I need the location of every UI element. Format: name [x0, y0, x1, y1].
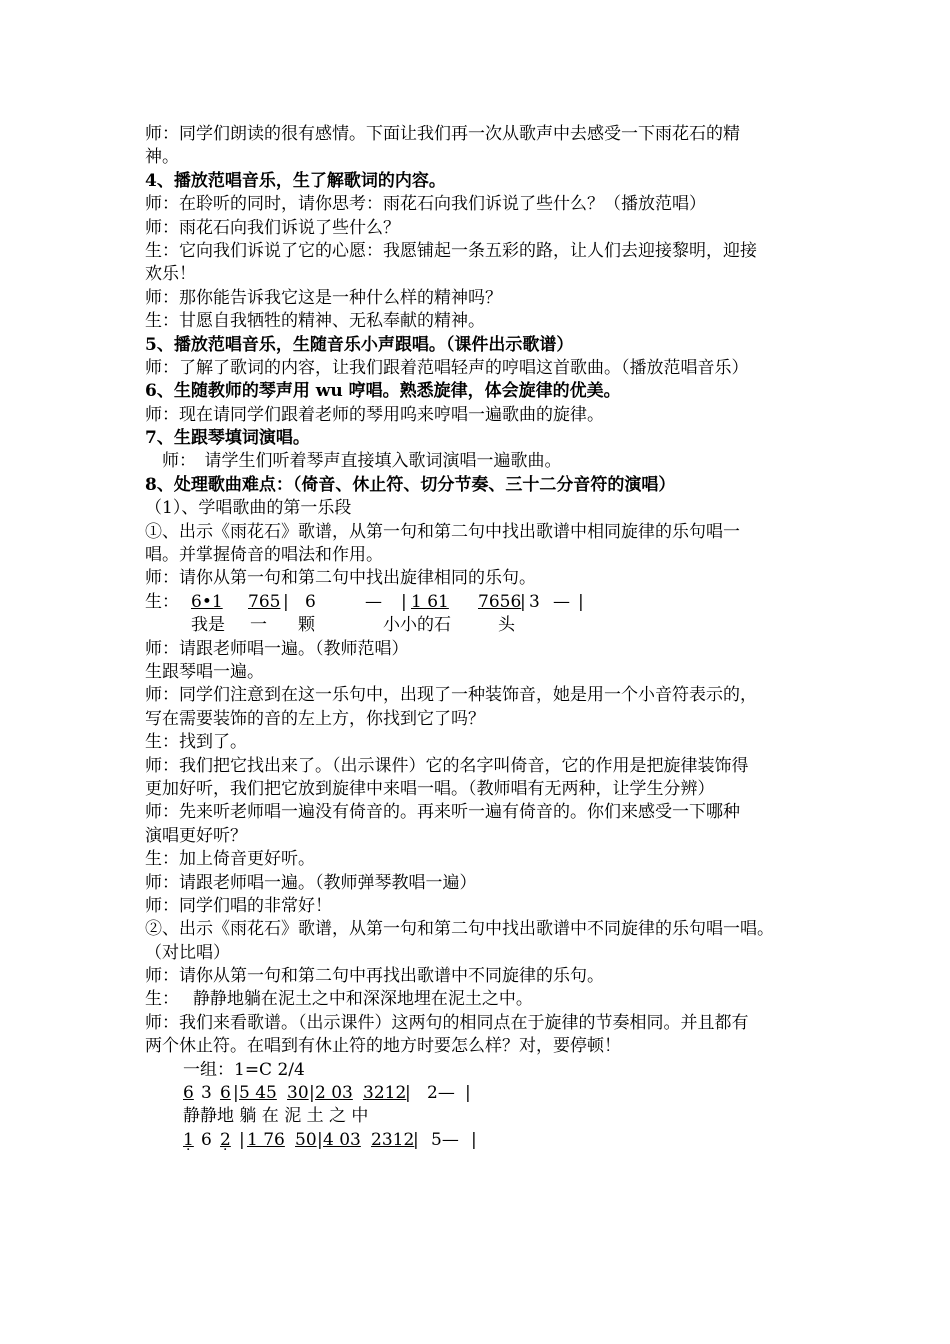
para-line: （1）、学唱歌曲的第一乐段: [145, 498, 352, 519]
para-line: 欢乐！: [145, 264, 196, 285]
note: 50: [295, 1129, 317, 1150]
note: 6: [183, 1083, 194, 1104]
note: 5 45: [239, 1083, 277, 1104]
para-line: 写在需要装饰的音的左上方，你找到它了吗？: [145, 708, 485, 729]
barline: |: [520, 591, 526, 612]
para-line: （对比唱）: [145, 942, 230, 963]
lyric: 小小的石: [383, 615, 451, 636]
note: 6: [220, 1083, 231, 1104]
para-line: 生：找到了。: [145, 732, 247, 753]
section-heading: 8、处理歌曲难点：（倚音、休止符、切分节奏、三十二分音符的演唱）: [145, 474, 676, 495]
para-line: 神。: [145, 147, 179, 168]
lyric-row-2: [145, 1105, 835, 1128]
para-line: 师： 请学生们听着琴声直接填入歌词演唱一遍歌曲。: [145, 451, 562, 472]
note: —: [365, 591, 382, 612]
para-line: 师：雨花石向我们诉说了些什么？: [145, 217, 400, 238]
barline: |: [471, 1129, 477, 1150]
para-line: 师：那你能告诉我它这是一种什么样的精神吗？: [145, 287, 502, 308]
para-line: 师：我们来看歌谱。（出示课件）这两句的相同点在于旋律的节奏相同。并且都有: [145, 1012, 749, 1033]
lyric: 头: [498, 615, 515, 636]
note: 30: [287, 1083, 309, 1104]
para-line: 师：同学们注意到在这一乐句中，出现了一种装饰音，她是用一个小音符表示的，: [145, 685, 757, 706]
para-line: 师：请跟老师唱一遍。（教师范唱）: [145, 638, 409, 659]
barline: |: [317, 1129, 323, 1150]
barline: |: [283, 591, 289, 612]
text-block-1: [145, 123, 835, 591]
section-heading: 5、播放范唱音乐，生随音乐小声跟唱。（课件出示歌谱）: [145, 334, 574, 355]
lyric: 我是: [191, 615, 225, 636]
note: 5—: [431, 1129, 459, 1150]
para-line: ②、出示《雨花石》歌谱，从第一句和第二句中找出歌谱中不同旋律的乐句唱一唱。: [145, 919, 774, 940]
note: 1 ·: [183, 1129, 194, 1152]
note: 1 76: [247, 1129, 285, 1150]
section-heading: 4、播放范唱音乐，生了解歌词的内容。: [145, 170, 446, 191]
section-heading: 7、生跟琴填词演唱。: [145, 428, 310, 449]
note: 6: [201, 1129, 212, 1150]
note: 3: [529, 591, 540, 612]
lyric: 颗: [298, 615, 315, 636]
document-page: [145, 123, 835, 1152]
barline: |: [401, 591, 407, 612]
para-line: 师：请你从第一句和第二句中找出旋律相同的乐句。: [145, 568, 536, 589]
section-heading: 6、生随教师的琴声用 wu 哼唱。熟悉旋律，体会旋律的优美。: [145, 381, 621, 402]
lyric-row-1: [145, 614, 835, 637]
barline: |: [405, 1083, 411, 1104]
para-line: 师：请你从第一句和第二句中再找出歌谱中不同旋律的乐句。: [145, 966, 604, 987]
para-line: 师：在聆听的同时，请你思考：雨花石向我们诉说了些什么？（播放范唱）: [145, 194, 706, 215]
note: 2 03: [315, 1083, 353, 1104]
barline: |: [239, 1129, 245, 1150]
lyric: 静静地 躺 在 泥 土 之 中: [183, 1106, 369, 1127]
para-line: 师：先来听老师唱一遍没有倚音的。再来听一遍有倚音的。你们来感受一下哪种: [145, 802, 740, 823]
para-line: 更加好听，我们把它放到旋律中来唱一唱。（教师唱有无两种，让学生分辨）: [145, 778, 715, 799]
notation-label: 生：: [145, 591, 179, 612]
para-line: ①、出示《雨花石》歌谱，从第一句和第二句中找出歌谱中相同旋律的乐句唱一: [145, 521, 740, 542]
barline: |: [233, 1083, 239, 1104]
para-line: 生：加上倚音更好听。: [145, 849, 315, 870]
text-block-2: [145, 638, 835, 1059]
barline: |: [578, 591, 584, 612]
para-line: 师：现在请同学们跟着老师的琴用呜来哼唱一遍歌曲的旋律。: [145, 404, 604, 425]
note: 1 61: [411, 591, 449, 612]
note: 4 03: [323, 1129, 361, 1150]
para-line: 生：甘愿自我牺牲的精神、无私奉献的精神。: [145, 311, 485, 332]
para-line: 师：同学们唱的非常好！: [145, 895, 332, 916]
barline: |: [465, 1083, 471, 1104]
note: 3: [201, 1083, 212, 1104]
group-title-text: 一组：1=C 2/4: [183, 1059, 305, 1080]
note: 7656: [478, 591, 522, 612]
para-line: 两个休止符。在唱到有休止符的地方时要怎么样？对，要停顿！: [145, 1036, 621, 1057]
para-line: 生跟琴唱一遍。: [145, 661, 264, 682]
para-line: 师：同学们朗读的很有感情。下面让我们再一次从歌声中去感受一下雨花石的精: [145, 124, 740, 144]
note: 2312: [371, 1129, 415, 1150]
note: 765: [248, 591, 281, 612]
para-line: 师：了解了歌词的内容，让我们跟着范唱轻声的哼唱这首歌曲。（播放范唱音乐）: [145, 357, 749, 378]
barline: |: [309, 1083, 315, 1104]
note: —: [553, 591, 570, 612]
note: 3212: [363, 1083, 407, 1104]
para-line: 生：它向我们诉说了它的心愿：我愿铺起一条五彩的路，让人们去迎接黎明，迎接: [145, 240, 757, 261]
note: 6: [305, 591, 316, 612]
note: 2 ·: [220, 1129, 231, 1152]
notation-row-1: [145, 591, 835, 614]
notation-row-2: [145, 1082, 835, 1105]
para-line: 师：我们把它找出来了。（出示课件）它的名字叫倚音，它的作用是把旋律装饰得: [145, 755, 749, 776]
barline: |: [413, 1129, 419, 1150]
para-line: 师：请跟老师唱一遍。（教师弹琴教唱一遍）: [145, 872, 477, 893]
group-title: [145, 1059, 835, 1082]
para-line: 唱。并掌握倚音的唱法和作用。: [145, 545, 383, 566]
note: 2—: [427, 1083, 455, 1104]
para-line: 生： 静静地躺在泥土之中和深深地埋在泥土之中。: [145, 989, 533, 1010]
lyric: 一: [250, 615, 267, 636]
note: 6•1: [191, 591, 223, 612]
notation-row-3: [145, 1129, 835, 1152]
para-line: 演唱更好听？: [145, 825, 247, 846]
